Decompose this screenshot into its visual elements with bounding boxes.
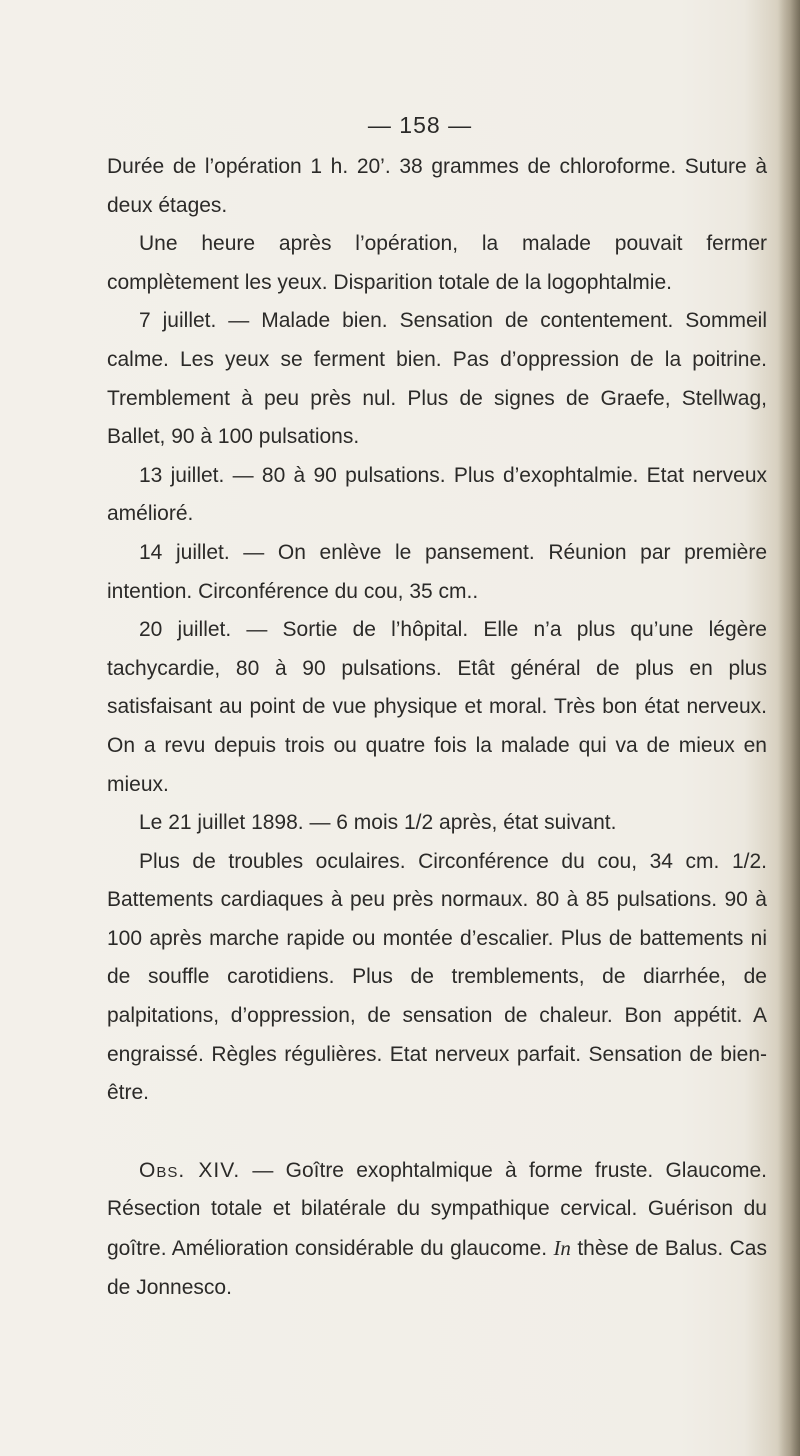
paragraph-2: Une heure après l’opération, la malade pouvait fermer complètement les yeux. Disparition totale de la logophtalmie. [107, 232, 767, 294]
paragraph-7: Le 21 juillet 1898. — 6 mois 1/2 après, état suivant. [139, 811, 617, 835]
observation-paragraph [107, 1152, 767, 1307]
page-edge-shadow [778, 0, 800, 1456]
observation-italic: In [553, 1236, 571, 1261]
observation-label: Obs. XIV. [139, 1158, 241, 1182]
paragraph-6: 20 juillet. — Sortie de l’hôpital. Elle n’a plus qu’une légère tachycardie, 80 à 90 pulsations. Etât général de plus en plus satisfaisant au point de vue physique et moral. Très bon état nerveux. On a revu depuis trois ou quatre fois la malade qui va de mieux en mieux. [107, 618, 767, 796]
paragraph-3: 7 juillet. — Malade bien. Sensation de contentement. Sommeil calme. Les yeux se ferment bien. Pas d’oppression de la poitrine. Tremblement à peu près nul. Plus de signes de Graefe, Stellwag, Ballet, 90 à 100 pulsations. [107, 309, 767, 449]
paragraph-8: Plus de troubles oculaires. Circonférence du cou, 34 cm. 1/2. Battements cardiaques à peu près normaux. 80 à 85 pulsations. 90 à 100 après marche rapide ou montée d’escalier. Plus de battements ni de souffle carotidiens. Plus de tremblements, de diarrhée, de palpitations, d’oppression, de sensation de chaleur. Bon appétit. A engraissé. Règles régulières. Etat nerveux parfait. Sensation de bien-être. [107, 849, 767, 1105]
paragraph-5: 14 juillet. — On enlève le pansement. Réunion par première intention. Circonférence du cou, 35 cm.. [107, 540, 767, 603]
paragraph-1: Durée de l’opération 1 h. 20’. 38 grammes de chloroforme. Suture à deux étages. [107, 155, 767, 217]
observation-reference: thèse de Balus. Cas de Jonnesco. [107, 1237, 767, 1299]
body-text [107, 148, 767, 1307]
paragraph-4: 13 juillet. — 80 à 90 pulsations. Plus d’exophtalmie. Etat nerveux amélioré. [107, 463, 767, 526]
observation-text: — Goître exophtalmique à forme fruste. Glaucome. Résection totale et bilatérale du sympathique cervical. Guérison du goître. Amélioration considérable du glaucome. [107, 1158, 767, 1261]
page-number: — 158 — [367, 112, 473, 138]
